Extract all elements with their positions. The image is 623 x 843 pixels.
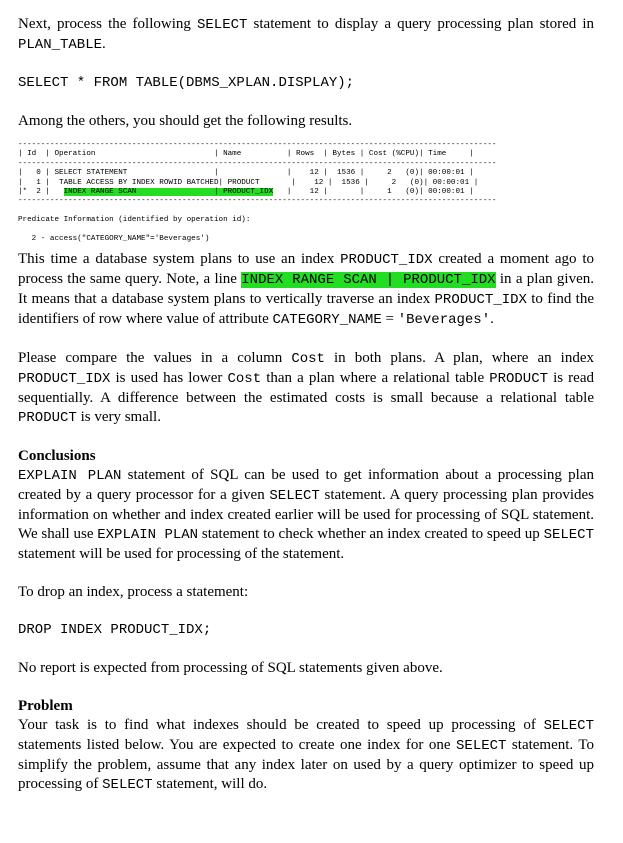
highlight-index-line: INDEX RANGE SCAN | PRODUCT_IDX (241, 272, 496, 289)
problem-paragraph: Your task is to find what indexes should be created to speed up processing of SELECT statements listed below. You are expected to create one index for one SELECT statement. To simplify the problem, assume that any index later on used by a query optimizer to speed up processing of SELECT statement, will do. (18, 717, 594, 794)
plan-header: | Id | Operation | Name | Rows | Bytes | Cost (%CPU)| Time | (18, 150, 474, 159)
results-intro: Among the others, you should get the following results. (18, 113, 353, 129)
drop-index-intro: To drop an index, process a statement: (18, 584, 249, 601)
explain-display-code: SELECT * FROM TABLE(DBMS_XPLAN.DISPLAY); (18, 75, 355, 91)
plan-separator: --------------------------------------------------------------------------------------------------------- (18, 141, 497, 149)
predicate-line: 2 - access("CATEGORY_NAME"='Beverages') (18, 235, 210, 244)
intro-paragraph: Next, process the following SELECT statement to display a query processing plan stored in PLAN_TABLE. (18, 16, 594, 53)
predicate-title: Predicate Information (identified by operation id): (18, 216, 251, 225)
cost-comparison-paragraph: Please compare the values in a column Cost in both plans. A plan, where an index PRODUCT_IDX is used has lower Cost than a plan where a relational table PRODUCT is read sequentially. A difference between the estimated costs is small because a relational table PRODUCT is very small. (18, 350, 594, 427)
query-plan-output (18, 141, 594, 244)
plan-row: | 1 | TABLE ACCESS BY INDEX ROWID BATCHED| PRODUCT | 12 | 1536 | 2 (0)| 00:00:01 | (18, 178, 479, 187)
plan-separator: --------------------------------------------------------------------------------------------------------- (18, 197, 497, 206)
conclusions-heading: Conclusions (18, 448, 96, 465)
document-page (18, 15, 594, 795)
problem-heading: Problem (18, 698, 73, 715)
plan-row: | 0 | SELECT STATEMENT | | 12 | 1536 | 2 (0)| 00:00:01 | (18, 169, 474, 178)
drop-index-code: DROP INDEX PRODUCT_IDX; (18, 622, 212, 639)
plan-row-highlighted: |* 2 | INDEX RANGE SCAN | PRODUCT_IDX | 12 | | 1 (0)| 00:00:01 | (18, 188, 474, 197)
highlight-index-range-scan: INDEX RANGE SCAN | PRODUCT_IDX (63, 188, 274, 197)
conclusions-paragraph: EXPLAIN PLAN statement of SQL can be used to get information about a processing plan created by a query processor for a given SELECT statement. A query processing plan provides information on whether and index created earlier will be used for processing of SQL statement. We shall use EXPLAIN PLAN statement to check whether an index created to speed up SELECT statement will be used for processing of the statement. (18, 467, 594, 563)
plan-separator: --------------------------------------------------------------------------------------------------------- (18, 159, 497, 168)
explanation-paragraph: This time a database system plans to use an index PRODUCT_IDX created a moment ago to process the same query. Note, a line INDEX RANGE SCAN | PRODUCT_IDX in a plan given. It means that a database system plans to vertically traverse an index PRODUCT_IDX to find the identifiers of row where value of attribute CATEGORY_NAME = 'Beverages'. (18, 251, 595, 329)
no-report-paragraph: No report is expected from processing of SQL statements given above. (18, 660, 443, 677)
